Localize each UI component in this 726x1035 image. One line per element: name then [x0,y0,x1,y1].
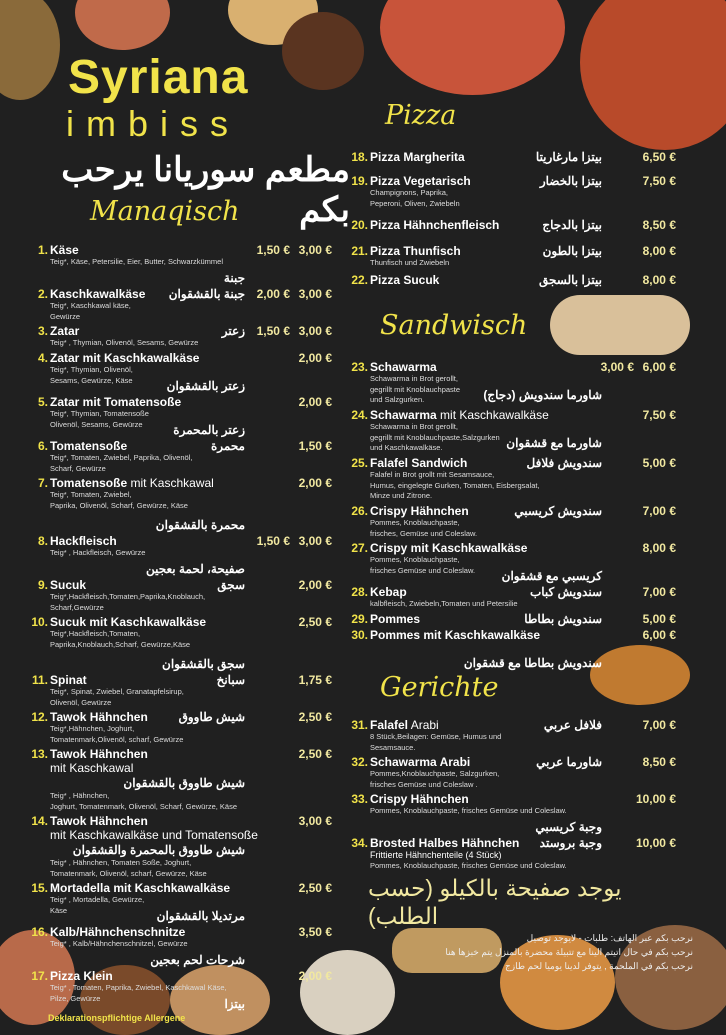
item-price: 2,50 € [298,881,332,895]
item-name [50,243,79,257]
item-description: kalbfleisch, Zwiebeln,Tomaten und Petersilie [370,599,518,608]
item-name [50,925,185,939]
item-number: 34. [351,836,368,850]
item-name-text: Schawarma Arabi [370,755,471,769]
item-price: 2,50 € [298,710,332,724]
item-name [370,273,439,287]
item-name [50,673,87,687]
item-name-text: Pizza Hähnchenfleisch [370,218,500,232]
item-arabic-name: سندويش كريسبي [514,504,602,518]
item-price: 8,00 € [642,541,676,555]
item-description: Teig*,Hähnchen, Joghurt, Tomatenmark,Olivenöl, scharf, Gewürze [50,724,184,744]
item-name-text: Kaschkawalkäse [50,287,146,301]
section-pizza: Pizza [385,100,457,131]
item-price: 5,00 € [642,612,676,626]
item-name-text: Sucuk mit Kaschkawalkäse [50,615,207,629]
item-price: 1,75 € [298,673,332,687]
pizza-margherita-photo [380,0,565,95]
item-name [370,504,469,518]
lahmacun-photo [75,0,170,50]
item-number: 21. [351,244,368,258]
item-name-suffix: mit Kaschkawal [127,476,214,490]
item-subtitle: Frittierte Hähnchenteile (4 Stück) [370,850,502,860]
item-number: 32. [351,755,368,769]
item-description: Teig* , Thymian, Olivenöl, Sesams, Gewürze [50,338,199,347]
item-name-text: Pizza Klein [50,969,113,983]
meat-pie-photo [282,12,364,90]
item-number: 28. [351,585,368,599]
item-name-text: Mortadella mit Kaschkawalkäse [50,881,231,895]
item-arabic-name: سندويش بطاطا [524,612,602,626]
item-name [50,578,86,592]
item-name [50,615,206,629]
item-price: 3,00 € [298,287,332,301]
item-name [50,351,199,365]
item-description: Teig* , Tomaten, Paprika, Zwiebel, Kaschkawal Käse, Pilze, Gewürze [50,983,227,1003]
item-price: 8,00 € [642,244,676,258]
item-number: 29. [351,612,368,626]
item-price: 2,00 € [256,287,290,301]
item-arabic-name: زعتر [221,324,245,338]
item-name [50,881,230,895]
item-name [370,218,499,232]
item-price: 3,00 € [298,243,332,257]
kilo-notice: يوجد صفيحة بالكيلو (حسب الطلب) [368,875,622,929]
item-name-suffix: mit Kaschkawalkäse [436,408,549,422]
item-price: 7,00 € [642,718,676,732]
item-arabic-name: بيتزا بالسجق [539,273,602,287]
item-name [50,287,145,301]
item-name-text: Brosted Halbes Hähnchen [370,836,520,850]
item-name-line2: mit Kaschkawalkäse und Tomatensoße [50,828,258,842]
item-name [370,585,407,599]
item-price: 7,50 € [642,408,676,422]
item-arabic-name: كريسبي مع قشقوان [501,569,602,583]
item-description: Teig*,Hackfleisch,Tomaten,Paprika,Knoblauch, Scharf,Gewürze [50,592,206,612]
item-description: Teig*, Tomaten, Zwiebel, Paprika, Olivenöl, Scharf, Gewürze, Käse [50,490,188,510]
item-price: 2,00 € [298,578,332,592]
item-price: 1,50 € [256,324,290,338]
item-arabic-name: مرتديلا بالقشقوان [156,909,245,923]
item-arabic-name: وجبة بروستد [539,836,602,850]
fried-chicken-photo [590,645,690,705]
item-number: 16. [31,925,48,939]
item-name [370,456,467,470]
item-number: 8. [37,534,48,548]
item-arabic-name: محمرة [210,439,245,453]
item-arabic-name: فلافل عربي [543,718,602,732]
item-name-text: Spinat [50,673,87,687]
item-name-text: Sucuk [50,578,87,592]
item-name [50,324,79,338]
item-name-text: Tawok Hähnchen [50,814,148,828]
item-name-suffix: Arabi [408,718,439,732]
item-price: 3,00 € [298,814,332,828]
restaurant-title: Syriana [68,51,249,104]
item-arabic-name: شيش طاووق بالقشقوان [123,776,245,790]
item-name [50,969,113,983]
item-price: 10,00 € [635,836,676,850]
item-arabic-name: زعتر بالقشقوان [166,379,245,393]
item-name [370,836,519,850]
item-name [370,360,437,374]
item-arabic-name: بيتزا بالدجاج [542,218,602,232]
item-price: 8,50 € [642,755,676,769]
item-number: 31. [351,718,368,732]
item-arabic-name: جبنة بالقشقوان [168,287,245,301]
item-number: 26. [351,504,368,518]
item-arabic-name: وجبة كريسبي [535,820,602,834]
item-name-text: Crispy Hähnchen [370,792,469,806]
item-number: 15. [31,881,48,895]
item-name [370,244,461,258]
item-description: Teig*, Spinat, Zwiebel, Granatapfelsirup, Olivenöl, Gewürze [50,687,184,707]
item-name [370,718,439,732]
item-name-text: Crispy Hähnchen [370,504,469,518]
item-name [370,541,527,555]
item-price: 10,00 € [635,792,676,806]
item-price: 6,00 € [642,360,676,374]
item-number: 23. [351,360,368,374]
item-number: 5. [37,395,48,409]
item-arabic-name: شيش طاووق [178,710,245,724]
item-number: 10. [31,615,48,629]
item-number: 24. [351,408,368,422]
item-name-text: Schawarma [370,360,437,374]
item-name-text: Kalb/Hähnchenschnitze [50,925,186,939]
item-number: 30. [351,628,368,642]
item-arabic-name: سندويش كباب [529,585,602,599]
item-price: 1,50 € [256,243,290,257]
item-price: 2,50 € [298,615,332,629]
item-name [50,395,181,409]
item-price: 8,50 € [642,218,676,232]
item-description: Pommes, Knoblauchpaste, frisches Gemüse und Coleslaw. [370,861,567,870]
item-description: Pommes,Knoblauchpaste, Salzgurken, frisches Gemüse und Coleslaw . [370,769,500,789]
item-description: Teig*, Kaschkawal käse, Gewürze [50,301,131,321]
item-name-text: Kebap [370,585,407,599]
item-arabic-name: سبانخ [216,673,245,687]
item-number: 25. [351,456,368,470]
item-name [50,476,214,490]
item-name [370,612,420,626]
item-number: 2. [37,287,48,301]
item-arabic-name: سجق [217,578,245,592]
item-number: 27. [351,541,368,555]
item-number: 1. [37,243,48,257]
item-arabic-name: شاورما مع قشقوان [506,436,602,450]
item-name [370,150,465,164]
item-name-text: Hackfleisch [50,534,117,548]
item-arabic-name: جبنة [223,271,245,285]
item-number: 14. [31,814,48,828]
item-price: 7,00 € [642,504,676,518]
item-name-line2: mit Kaschkawal [50,761,134,775]
item-arabic-name: شيش طاووق بالمحمرة والقشقوان [72,843,245,857]
arabic-welcome: مطعم سوريانا يرحب بكم [61,151,350,229]
note-2: نرحب بكم في حال اتيتم الينا مع تتبيلة محضرة بالمنزل يتم خبزها هنا [445,947,693,957]
item-number: 9. [37,578,48,592]
item-name-text: Tawok Hähnchen [50,710,148,724]
item-name [50,747,148,761]
item-price: 7,50 € [642,174,676,188]
item-number: 4. [37,351,48,365]
item-name-text: Pizza Sucuk [370,273,440,287]
item-arabic-name: شرحات لحم بعجين [150,953,245,967]
item-price: 1,50 € [298,439,332,453]
item-name [370,628,540,642]
restaurant-subtitle: imbiss [66,103,241,144]
item-number: 17. [31,969,48,983]
item-number: 11. [31,673,48,687]
item-arabic-name: سجق بالقشقوان [162,657,245,671]
item-price: 3,50 € [298,925,332,939]
item-name [50,710,148,724]
item-arabic-name: بيتزا بالخضار [539,174,602,188]
item-arabic-name: شاورما سندويش (دجاج) [483,388,602,402]
item-name [50,534,117,548]
item-name-text: Pizza Margherita [370,150,465,164]
item-number: 12. [31,710,48,724]
wrap-photo [550,295,690,355]
item-name [370,174,471,188]
item-name-text: Zatar mit Kaschkawalkäse [50,351,200,365]
item-name-text: Zatar mit Tomatensoße [50,395,182,409]
item-name-text: Pommes [370,612,421,626]
item-number: 6. [37,439,48,453]
item-arabic-name: بيتزا بالطون [542,244,602,258]
item-price: 5,00 € [642,456,676,470]
item-name-text: Pizza Thunfisch [370,244,461,258]
allergens-title: Deklarationspflichtige Allergene [48,1013,186,1023]
note-1: نرحب بكم عبر الهاتف: طلبات - لايوجد توصيل [526,933,693,943]
item-description: Teig* , Hackfleisch, Gewürze [50,548,146,557]
item-name-text: Pommes mit Kaschkawalkäse [370,628,541,642]
item-description: Pommes, Knoblauchpaste, frisches, Gemüse und Coleslaw. [370,518,478,538]
section-gerichte: Gerichte [380,672,499,703]
item-price: 1,50 € [256,534,290,548]
item-price: 6,00 € [642,628,676,642]
item-description: Schawarma in Brot gerollt, gegrillt mit Knoblauchpaste,Salzgurken und Kaschkawalkäse. [370,422,500,452]
item-arabic-name: محمرة بالقشقوان [155,518,245,532]
item-number: 7. [37,476,48,490]
section-manaqisch: Manaqisch [90,196,240,227]
item-price: 3,00 € [298,324,332,338]
item-arabic-name: سندويش بطاطا مع قشقوان [463,656,602,670]
item-name-text: Schawarma [370,408,437,422]
item-description: Teig* , Kalb/Hähnchenschnitzel, Gewürze [50,939,188,948]
note-3: نرحب بكم في الملحمة , يتوفر لدينا يوميا لحم طازج [504,961,693,971]
item-name-text: Tomatensoße [50,439,128,453]
item-name-text: Pizza Vegetarisch [370,174,471,188]
item-description: Pommes, Knoblauchpaste, frisches Gemüse und Coleslaw. [370,806,567,815]
item-description: Teig*, Tomaten, Zwiebel, Paprika, Olivenöl, Scharf, Gewürze [50,453,193,473]
item-arabic-name: شاورما عربي [536,755,602,769]
item-price: 3,00 € [298,534,332,548]
item-arabic-name: زعتر بالمحمرة [173,423,245,437]
pizza-photo [580,0,726,150]
item-name [370,755,470,769]
item-description: Champignons, Paprika, Peperoni, Oliven, Zwiebeln [370,188,460,208]
item-description: Teig*, Thymian, Olivenöl, Sesams, Gewürze, Käse [50,365,133,385]
item-number: 22. [351,273,368,287]
item-price: 7,00 € [642,585,676,599]
item-description: Pommes, Knoblauchpaste, frisches Gemüse und Coleslaw. [370,555,476,575]
item-name-text: Tomatensoße [50,476,128,490]
item-name [370,408,549,422]
item-number: 20. [351,218,368,232]
item-name [50,439,127,453]
manakish-photo [0,0,60,100]
item-arabic-name: سندويش فلافل [526,456,602,470]
item-number: 3. [37,324,48,338]
item-description: Falafel in Brot grollt mit Sesamsauce, Humus, eingelegte Gurken, Tomaten, Eisbergsalat, Minze und Zitrone. [370,470,540,500]
item-price: 2,00 € [298,395,332,409]
item-price: 2,50 € [298,747,332,761]
item-description: Thunfisch und Zwiebeln [370,258,450,267]
item-price: 2,00 € [298,476,332,490]
item-name-text: Falafel [370,718,409,732]
item-arabic-name: صفيحة، لحمة بعجين [145,562,245,576]
section-sandwisch: Sandwisch [380,310,528,341]
item-number: 18. [351,150,368,164]
item-price: 2,00 € [298,351,332,365]
item-description: Teig*,Hackfleisch,Tomaten, Paprika,Knoblauch,Scharf, Gewürze,Käse [50,629,191,649]
item-number: 19. [351,174,368,188]
item-description: Teig* , Mortadella, Gewürze, Käse [50,895,145,915]
item-name-text: Käse [50,243,79,257]
item-price: 8,00 € [642,273,676,287]
item-name-text: Tawok Hähnchen [50,747,148,761]
item-description: Schawarma in Brot gerollt, gegrillt mit Knoblauchpaste und Salzgurken. [370,374,461,404]
item-price: 6,50 € [642,150,676,164]
item-arabic-name: بيتزا مارغاريتا [535,150,602,164]
item-description: Teig*, Käse, Petersilie, Eier, Butter, Schwarzkümmel [50,257,223,266]
item-name-text: Falafel Sandwich [370,456,468,470]
item-number: 33. [351,792,368,806]
item-description: Teig* , Hähnchen, Tomaten Soße, Joghurt, Tomatenmark, Olivenöl, scharf, Gewürze, Käse [50,858,207,878]
item-number: 13. [31,747,48,761]
item-name-text: Crispy mit Kaschkawalkäse [370,541,528,555]
item-name [370,792,469,806]
item-price: 3,00 € [600,360,634,374]
item-description: Teig* , Hähnchen, Joghurt, Tomatenmark, Olivenöl, Scharf, Gewürze, Käse [50,791,238,811]
item-arabic-name: بيتزا [224,997,245,1011]
item-price: 2,00 € [298,969,332,983]
item-description: 8 Stück,Beilagen: Gemüse, Humus und Sesamsauce. [370,732,502,752]
item-name [50,814,148,828]
item-description: Teig*, Thymian, Tomatensoße Olivenöl, Sesams, Gewürze [50,409,149,429]
item-name-text: Zatar [50,324,80,338]
